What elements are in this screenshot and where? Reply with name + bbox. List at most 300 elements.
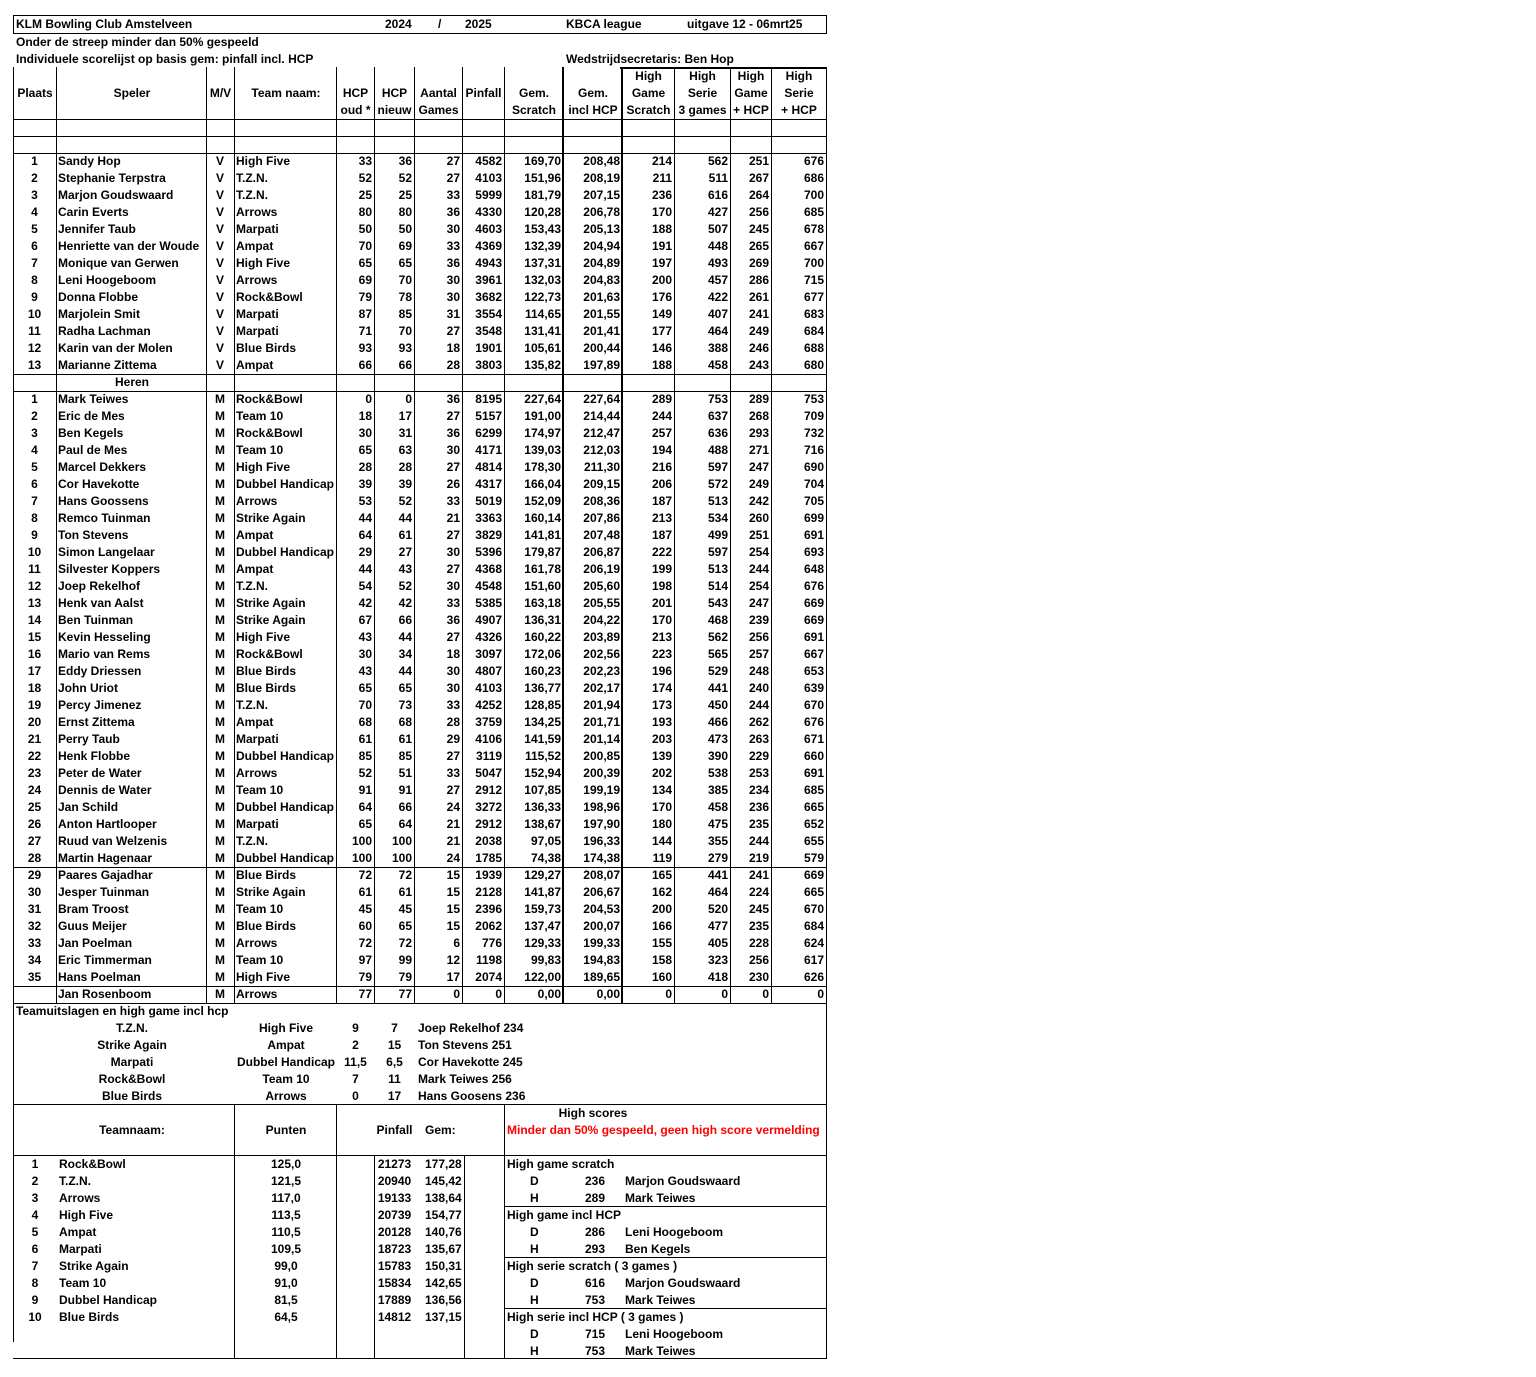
cell-avg-hcp: 196,33	[583, 834, 620, 848]
cell-hs-scratch: 513	[707, 562, 728, 576]
table-row	[13, 850, 826, 867]
cell-hs-hcp: 699	[803, 511, 824, 525]
standings-rank: 1	[31, 1157, 39, 1171]
cell-hcp-new: 63	[398, 443, 412, 457]
table-row	[13, 289, 826, 306]
cell-rank: 7	[31, 256, 38, 270]
cell-hcp-old: 64	[358, 528, 372, 542]
cell-rank: 4	[31, 205, 38, 219]
cell-gender: M	[215, 800, 225, 814]
high-score-row	[505, 1292, 825, 1309]
cell-hs-hcp: 653	[803, 664, 824, 678]
cell-player: Sandy Hop	[58, 154, 121, 168]
cell-avg-hcp: 206,87	[583, 545, 620, 559]
cell-rank: 1	[31, 392, 38, 406]
table-row	[13, 459, 826, 476]
standings-header-points: Punten	[265, 1123, 307, 1137]
cell-hg-scratch: 198	[651, 579, 672, 593]
cell-rank: 20	[27, 715, 42, 729]
standings-avg: 150,31	[425, 1259, 462, 1273]
cell-team: Arrows	[236, 273, 278, 287]
high-scores-warning: Minder dan 50% gespeeld, geen high score vermelding	[507, 1123, 820, 1137]
cell-player: Jan Rosenboom	[58, 987, 152, 1001]
cell-player: Eddy Driessen	[58, 664, 142, 678]
cell-rank	[15, 986, 54, 1003]
cell-rank: 8	[31, 273, 38, 287]
cell-hcp-new: 50	[398, 222, 412, 236]
cell-hs-hcp: 617	[803, 953, 824, 967]
cell-player: Hans Poelman	[58, 970, 141, 984]
cell-hg-scratch: 289	[651, 392, 672, 406]
standings-pinfall: 15834	[377, 1276, 412, 1290]
cell-hcp-old: 65	[358, 256, 372, 270]
cell-player: Paul de Mes	[58, 443, 128, 457]
cell-player: Anton Hartlooper	[58, 817, 157, 831]
high-score-category: H	[530, 1344, 539, 1358]
cell-avg-scratch: 163,18	[524, 596, 561, 610]
standings-points: 64,5	[274, 1310, 298, 1324]
result-away-team: Arrows	[265, 1089, 307, 1103]
cell-pinfall: 4106	[475, 732, 502, 746]
cell-avg-scratch: 132,03	[524, 273, 561, 287]
cell-hcp-new: 61	[398, 528, 412, 542]
cell-pinfall: 4330	[475, 205, 502, 219]
standings-row	[0, 1224, 505, 1241]
cell-rank: 15	[27, 630, 42, 644]
cell-hg-hcp: 244	[748, 834, 769, 848]
standings-rank: 7	[31, 1259, 39, 1273]
cell-team: Strike Again	[236, 596, 306, 610]
cell-games: 30	[446, 664, 460, 678]
cell-rank: 3	[31, 188, 38, 202]
result-high-game: Ton Stevens 251	[418, 1038, 512, 1052]
cell-hcp-new: 65	[398, 681, 412, 695]
cell-avg-hcp: 201,55	[583, 307, 620, 321]
cell-player: Simon Langelaar	[58, 545, 155, 559]
cell-games: 33	[446, 596, 460, 610]
cell-hg-scratch: 149	[651, 307, 672, 321]
cell-avg-scratch: 160,14	[524, 511, 561, 525]
cell-player: Eric Timmerman	[58, 953, 152, 967]
cell-hcp-old: 25	[358, 188, 372, 202]
cell-avg-hcp: 197,90	[583, 817, 620, 831]
cell-games: 21	[446, 511, 460, 525]
cell-rank: 6	[31, 239, 38, 253]
cell-hs-scratch: 279	[707, 851, 728, 865]
cell-hs-hcp: 660	[803, 749, 824, 763]
cell-team: Marpati	[236, 324, 279, 338]
table-row	[13, 680, 826, 697]
table-row	[13, 255, 826, 272]
cell-hcp-old: 72	[358, 868, 372, 882]
cell-team: Blue Birds	[236, 341, 297, 355]
high-score-row	[505, 1275, 825, 1292]
cell-avg-hcp: 200,85	[583, 749, 620, 763]
cell-hg-scratch: 177	[651, 324, 672, 338]
result-away-score: 7	[391, 1021, 398, 1035]
cell-hcp-old: 61	[358, 885, 372, 899]
cell-hs-hcp: 688	[803, 341, 824, 355]
cell-hcp-new: 68	[398, 715, 412, 729]
cell-pinfall: 3803	[475, 358, 502, 372]
table-row	[13, 935, 826, 952]
cell-hg-hcp: 241	[748, 307, 769, 321]
standings-points: 109,5	[270, 1242, 302, 1256]
cell-hs-scratch: 466	[707, 715, 728, 729]
cell-avg-hcp: 214,44	[583, 409, 620, 423]
cell-games: 30	[446, 545, 460, 559]
standings-avg: 145,42	[425, 1174, 462, 1188]
cell-hcp-old: 33	[358, 154, 372, 168]
cell-avg-scratch: 174,97	[524, 426, 561, 440]
cell-team: Rock&Bowl	[236, 647, 303, 661]
table-row	[13, 357, 826, 374]
cell-avg-scratch: 128,85	[524, 698, 561, 712]
header-hgh-1: High	[737, 69, 765, 83]
cell-gender: M	[215, 409, 225, 423]
cell-hcp-new: 27	[398, 545, 412, 559]
cell-player: Dennis de Water	[58, 783, 152, 797]
header-hs-2: Serie	[687, 86, 718, 100]
cell-hcp-old: 0	[365, 392, 372, 406]
cell-hs-hcp: 667	[803, 647, 824, 661]
high-score-value: 286	[584, 1225, 605, 1239]
cell-player: Cor Havekotte	[58, 477, 140, 491]
cell-hcp-new: 80	[398, 205, 412, 219]
result-home-team: Blue Birds	[101, 1089, 162, 1103]
cell-hs-hcp: 648	[803, 562, 824, 576]
standings-team: High Five	[59, 1208, 114, 1222]
season-separator: /	[438, 17, 442, 31]
cell-team: Dubbel Handicap	[236, 477, 335, 491]
high-score-category: H	[530, 1293, 539, 1307]
cell-pinfall: 3272	[475, 800, 502, 814]
cell-gender: V	[215, 222, 224, 236]
cell-gender: M	[215, 443, 225, 457]
cell-gender: M	[215, 460, 225, 474]
high-score-category: D	[530, 1276, 539, 1290]
cell-games: 27	[446, 409, 460, 423]
result-row	[0, 1020, 830, 1037]
cell-hg-scratch: 165	[651, 868, 672, 882]
cell-hg-scratch: 214	[651, 154, 672, 168]
cell-player: Perry Taub	[58, 732, 120, 746]
cell-hcp-new: 69	[398, 239, 412, 253]
cell-hcp-new: 78	[398, 290, 412, 304]
cell-hcp-old: 71	[358, 324, 372, 338]
standings-row	[0, 1190, 505, 1207]
cell-team: Dubbel Handicap	[236, 851, 335, 865]
cell-hs-hcp: 676	[803, 579, 824, 593]
cell-rank: 9	[31, 528, 38, 542]
standings-pinfall: 15783	[377, 1259, 412, 1273]
cell-pinfall: 8195	[475, 392, 502, 406]
cell-avg-scratch: 134,25	[524, 715, 561, 729]
cell-games: 12	[446, 953, 460, 967]
standings-team: Team 10	[59, 1276, 107, 1290]
cell-player: John Uriot	[58, 681, 118, 695]
cell-hs-scratch: 499	[707, 528, 728, 542]
cell-hg-hcp: 253	[748, 766, 769, 780]
cell-pinfall: 2128	[475, 885, 502, 899]
cell-hs-scratch: 562	[707, 630, 728, 644]
cell-hg-hcp: 254	[748, 545, 769, 559]
header-hcp-old-2: oud *	[340, 103, 371, 117]
cell-team: Dubbel Handicap	[236, 800, 335, 814]
standings-rank: 10	[28, 1310, 42, 1324]
cell-gender: M	[215, 817, 225, 831]
cell-games: 30	[446, 273, 460, 287]
cell-pinfall: 4582	[475, 154, 502, 168]
cell-hs-hcp: 677	[803, 290, 824, 304]
cell-pinfall: 4943	[475, 256, 502, 270]
cell-team: Ampat	[236, 239, 274, 253]
cell-hg-scratch: 173	[651, 698, 672, 712]
cell-avg-scratch: 138,67	[524, 817, 561, 831]
cell-hg-scratch: 191	[651, 239, 672, 253]
cell-avg-scratch: 105,61	[524, 341, 561, 355]
cell-player: Peter de Water	[58, 766, 142, 780]
cell-team: High Five	[236, 460, 291, 474]
cell-hcp-new: 70	[398, 273, 412, 287]
cell-player: Ben Kegels	[58, 426, 124, 440]
cell-avg-scratch: 161,78	[524, 562, 561, 576]
cell-hs-hcp: 684	[803, 324, 824, 338]
table-row	[13, 663, 826, 680]
cell-pinfall: 4103	[475, 171, 502, 185]
cell-team: Dubbel Handicap	[236, 749, 335, 763]
cell-hcp-new: 44	[398, 511, 412, 525]
cell-hs-hcp: 732	[803, 426, 824, 440]
cell-hg-scratch: 197	[651, 256, 672, 270]
cell-hcp-old: 44	[358, 562, 372, 576]
cell-team: Ampat	[236, 562, 274, 576]
cell-hcp-old: 54	[358, 579, 372, 593]
table-row	[13, 578, 826, 595]
cell-pinfall: 2396	[475, 902, 502, 916]
result-away-score: 17	[387, 1089, 402, 1103]
cell-hg-scratch: 134	[651, 783, 672, 797]
cell-hs-hcp: 626	[803, 970, 824, 984]
cell-hg-hcp: 267	[748, 171, 769, 185]
cell-avg-scratch: 178,30	[524, 460, 561, 474]
cell-avg-scratch: 136,77	[524, 681, 561, 695]
cell-hg-hcp: 247	[748, 460, 769, 474]
cell-pinfall: 3548	[475, 324, 502, 338]
cell-avg-scratch: 179,87	[524, 545, 561, 559]
cell-pinfall: 4369	[475, 239, 502, 253]
result-away-team: Team 10	[262, 1072, 310, 1086]
cell-pinfall: 1939	[475, 868, 502, 882]
cell-avg-scratch: 99,83	[530, 953, 561, 967]
table-row	[13, 867, 826, 884]
table-row	[13, 391, 826, 408]
cell-avg-scratch: 122,00	[524, 970, 561, 984]
cell-team: Blue Birds	[236, 919, 297, 933]
cell-avg-hcp: 199,19	[583, 783, 620, 797]
cell-hs-hcp: 671	[803, 732, 824, 746]
result-home-team: Rock&Bowl	[98, 1072, 166, 1086]
cell-hcp-old: 100	[351, 851, 372, 865]
cell-hg-hcp: 229	[748, 749, 769, 763]
cell-hcp-old: 65	[358, 443, 372, 457]
cell-hs-hcp: 665	[803, 800, 824, 814]
cell-hg-hcp: 234	[748, 783, 769, 797]
result-away-team: High Five	[258, 1021, 313, 1035]
standings-row	[0, 1173, 505, 1190]
cell-pinfall: 3829	[475, 528, 502, 542]
cell-avg-scratch: 122,73	[524, 290, 561, 304]
standings-rank: 5	[31, 1225, 39, 1239]
cell-gender: M	[215, 953, 225, 967]
cell-hcp-new: 72	[398, 868, 412, 882]
cell-hs-scratch: 597	[707, 460, 728, 474]
cell-avg-hcp: 205,13	[583, 222, 620, 236]
result-row	[0, 1088, 830, 1105]
high-score-category: D	[530, 1174, 539, 1188]
header-avg-hcp-1: Gem.	[577, 86, 608, 100]
cell-player: Marjolein Smit	[58, 307, 141, 321]
cell-hg-hcp: 0	[762, 987, 769, 1001]
standings-avg: 142,65	[425, 1276, 462, 1290]
cell-hs-hcp: 670	[803, 698, 824, 712]
cell-avg-hcp: 212,03	[583, 443, 620, 457]
cell-avg-hcp: 204,83	[583, 273, 620, 287]
cell-games: 15	[446, 868, 460, 882]
cell-avg-scratch: 151,60	[524, 579, 561, 593]
high-score-section-title: High serie incl HCP ( 3 games )	[507, 1310, 684, 1324]
table-row	[13, 272, 826, 289]
cell-hs-scratch: 572	[707, 477, 728, 491]
cell-avg-scratch: 137,31	[524, 256, 561, 270]
cell-team: Arrows	[236, 766, 278, 780]
standings-pinfall: 17889	[377, 1293, 412, 1307]
cell-hcp-old: 45	[358, 902, 372, 916]
cell-player: Radha Lachman	[58, 324, 151, 338]
standings-team: Ampat	[59, 1225, 97, 1239]
cell-avg-hcp: 203,89	[583, 630, 620, 644]
standings-rank: 3	[31, 1191, 39, 1205]
table-row	[13, 748, 826, 765]
cell-team: Blue Birds	[236, 868, 297, 882]
cell-avg-scratch: 135,82	[524, 358, 561, 372]
header-avg-scratch-1: Gem.	[518, 86, 549, 100]
cell-avg-scratch: 152,94	[524, 766, 561, 780]
cell-pinfall: 5385	[475, 596, 502, 610]
standings-rank: 4	[31, 1208, 39, 1222]
table-row	[13, 952, 826, 969]
cell-hg-hcp: 224	[748, 885, 769, 899]
cell-games: 33	[446, 698, 460, 712]
high-score-row	[505, 1241, 825, 1258]
cell-gender: V	[215, 256, 224, 270]
table-row	[13, 697, 826, 714]
header-hg-scratch-2: Game	[631, 86, 666, 100]
high-score-value: 753	[584, 1293, 605, 1307]
standings-team: T.Z.N.	[59, 1174, 91, 1188]
cell-hs-scratch: 637	[707, 409, 728, 423]
cell-hg-scratch: 196	[651, 664, 672, 678]
cell-hcp-new: 99	[398, 953, 412, 967]
result-row	[0, 1037, 830, 1054]
header-hg-scratch-1: High	[635, 69, 662, 83]
high-score-player: Ben Kegels	[625, 1242, 691, 1256]
cell-team: Strike Again	[236, 613, 306, 627]
cell-hg-scratch: 206	[651, 477, 672, 491]
cell-rank: 33	[27, 936, 42, 950]
cell-hg-scratch: 200	[651, 273, 672, 287]
result-away-score: 15	[387, 1038, 402, 1052]
cell-gender: M	[215, 902, 225, 916]
cell-hg-hcp: 235	[748, 919, 769, 933]
cell-hg-scratch: 187	[651, 494, 672, 508]
cell-hg-hcp: 228	[748, 936, 769, 950]
header-hcp-new-2: nieuw	[377, 103, 412, 117]
result-high-game: Hans Goosens 236	[418, 1089, 526, 1103]
cell-gender: M	[215, 885, 225, 899]
cell-hcp-new: 45	[398, 902, 412, 916]
cell-rank: 12	[27, 579, 42, 593]
cell-games: 21	[446, 834, 460, 848]
cell-hs-scratch: 390	[707, 749, 728, 763]
cell-hg-scratch: 222	[651, 545, 672, 559]
cell-hg-hcp: 244	[748, 698, 769, 712]
cell-avg-scratch: 129,33	[524, 936, 561, 950]
cell-hg-scratch: 170	[651, 205, 672, 219]
cell-avg-scratch: 227,64	[524, 392, 561, 406]
cell-games: 27	[446, 171, 460, 185]
cell-hg-scratch: 257	[651, 426, 672, 440]
cell-hs-scratch: 597	[707, 545, 728, 559]
result-away-team: Dubbel Handicap	[236, 1055, 335, 1069]
cell-hg-hcp: 251	[748, 154, 769, 168]
table-row	[13, 646, 826, 663]
cell-hcp-old: 85	[358, 749, 372, 763]
high-score-value: 289	[584, 1191, 605, 1205]
cell-hcp-new: 44	[398, 630, 412, 644]
cell-avg-scratch: 120,28	[524, 205, 561, 219]
cell-hg-scratch: 155	[651, 936, 672, 950]
cell-gender: V	[215, 188, 224, 202]
cell-games: 33	[446, 239, 460, 253]
cell-player: Mario van Rems	[58, 647, 151, 661]
cell-hcp-old: 28	[358, 460, 372, 474]
standings-pinfall: 20940	[377, 1174, 412, 1188]
cell-player: Hans Goossens	[58, 494, 149, 508]
cell-avg-scratch: 153,43	[524, 222, 561, 236]
cell-hs-hcp: 709	[803, 409, 824, 423]
cell-avg-scratch: 97,05	[530, 834, 561, 848]
cell-hcp-old: 52	[358, 171, 372, 185]
cell-player: Jan Poelman	[58, 936, 133, 950]
cell-avg-hcp: 194,83	[583, 953, 620, 967]
cell-hcp-old: 18	[358, 409, 372, 423]
table-row	[13, 527, 826, 544]
cell-hg-hcp: 249	[748, 477, 769, 491]
cell-hs-scratch: 385	[707, 783, 728, 797]
note-scoring-basis: Individuele scorelijst op basis gem: pinfall incl. HCP	[16, 52, 314, 66]
table-row	[13, 425, 826, 442]
cell-games: 17	[446, 970, 460, 984]
high-score-value: 236	[584, 1174, 605, 1188]
header-hcp-old-1: HCP	[342, 86, 369, 100]
cell-hs-scratch: 534	[707, 511, 728, 525]
cell-hg-hcp: 268	[748, 409, 769, 423]
cell-hg-hcp: 271	[748, 443, 769, 457]
standings-avg: 136,56	[425, 1293, 462, 1307]
cell-hg-hcp: 247	[748, 596, 769, 610]
cell-pinfall: 4252	[475, 698, 502, 712]
